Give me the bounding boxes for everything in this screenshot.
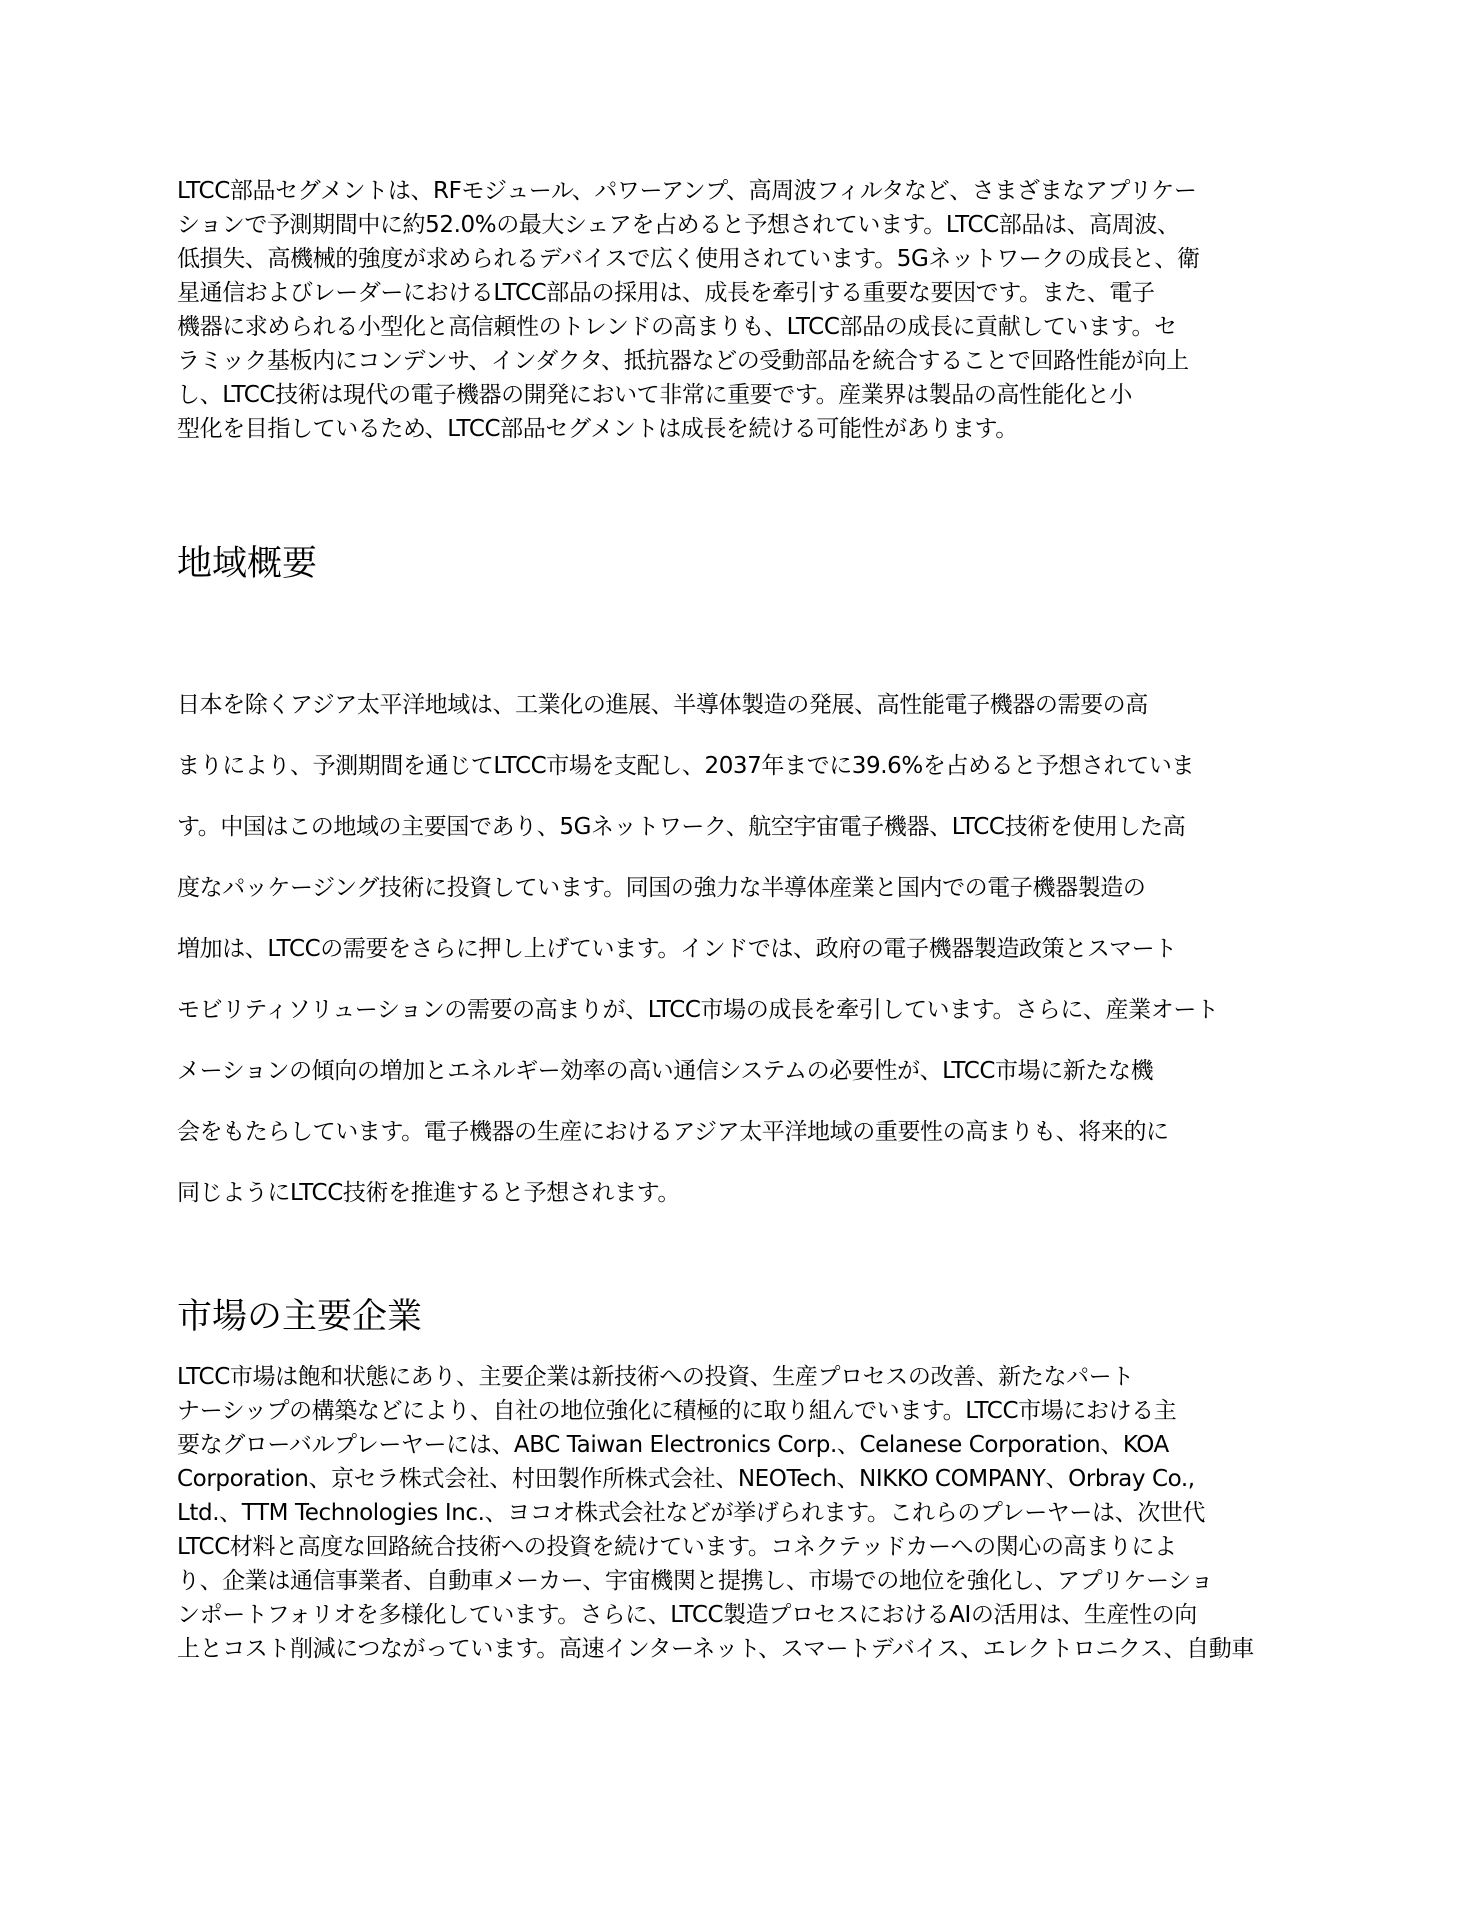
paragraph-line: 同じようにLTCC技術を推進すると予想されます。 [177, 1180, 681, 1206]
paragraph-line: ラミック基板内にコンデンサ、インダクタ、抵抗器などの受動部品を統合することで回路性能が向上 [177, 348, 1189, 374]
paragraph-line: モビリティソリューションの需要の高まりが、LTCC市場の成長を牽引しています。さらに、産業オート [177, 997, 1219, 1023]
paragraph-line: LTCC市場は飽和状態にあり、主要企業は新技術への投資、生産プロセスの改善、新たなパート [177, 1364, 1134, 1390]
paragraph-line: り、企業は通信事業者、自動車メーカー、宇宙機関と提携し、市場での地位を強化し、アプリケーショ [177, 1568, 1213, 1594]
paragraph-line: 要なグローバルプレーヤーには、ABC Taiwan Electronics Corp.、Celanese Corporation、KOA [177, 1432, 1169, 1458]
paragraph-line: 型化を目指しているため、LTCC部品セグメントは成長を続ける可能性があります。 [177, 416, 1018, 442]
key-players-heading: 市場の主要企業 [177, 1297, 423, 1337]
paragraph-line: 機器に求められる小型化と高信頼性のトレンドの高まりも、LTCC部品の成長に貢献しています。セ [177, 314, 1177, 340]
paragraph-line: 度なパッケージング技術に投資しています。同国の強力な半導体産業と国内での電子機器製造の [177, 875, 1146, 901]
paragraph-line: 上とコスト削減につながっています。高速インターネット、スマートデバイス、エレクトロニクス、自動車 [177, 1636, 1254, 1662]
paragraph-line: まりにより、予測期間を通じてLTCC市場を支配し、2037年までに39.6%を占めると予想されていま [177, 753, 1195, 779]
paragraph-line: LTCC材料と高度な回路統合技術への投資を続けています。コネクテッドカーへの関心の高まりによ [177, 1534, 1177, 1560]
paragraph-line: Ltd.、TTM Technologies Inc.、ヨコオ株式会社などが挙げられます。これらのプレーヤーは、次世代 [177, 1500, 1206, 1526]
paragraph-line: ションで予測期間中に約52.0%の最大シェアを占めると予想されています。LTCC部品は、高周波、 [177, 212, 1180, 238]
regional-heading: 地域概要 [177, 544, 318, 584]
paragraph-line: メーションの傾向の増加とエネルギー効率の高い通信システムの必要性が、LTCC市場に新たな機 [177, 1058, 1154, 1084]
paragraph-line: LTCC部品セグメントは、RFモジュール、パワーアンプ、高周波フィルタなど、さまざまなアプリケー [177, 178, 1197, 204]
paragraph-line: 日本を除くアジア太平洋地域は、工業化の進展、半導体製造の発展、高性能電子機器の需要の高 [177, 692, 1148, 718]
paragraph-line: ナーシップの構築などにより、自社の地位強化に積極的に取り組んでいます。LTCC市場における主 [177, 1398, 1177, 1424]
paragraph-line: ンポートフォリオを多様化しています。さらに、LTCC製造プロセスにおけるAIの活用は、生産性の向 [177, 1602, 1197, 1628]
paragraph-line: し、LTCC技術は現代の電子機器の開発において非常に重要です。産業界は製品の高性能化と小 [177, 382, 1133, 408]
paragraph-line: 会をもたらしています。電子機器の生産におけるアジア太平洋地域の重要性の高まりも、将来的に [177, 1119, 1169, 1145]
paragraph-line: Corporation、京セラ株式会社、村田製作所株式会社、NEOTech、NIKKO COMPANY、Orbray Co., [177, 1466, 1195, 1492]
paragraph-line: 星通信およびレーダーにおけるLTCC部品の採用は、成長を牽引する重要な要因です。また、電子 [177, 280, 1155, 306]
paragraph-line: 増加は、LTCCの需要をさらに押し上げています。インドでは、政府の電子機器製造政策とスマート [177, 936, 1177, 962]
paragraph-line: す。中国はこの地域の主要国であり、5Gネットワーク、航空宇宙電子機器、LTCC技術を使用した高 [177, 814, 1186, 840]
paragraph-line: 低損失、高機械的強度が求められるデバイスで広く使用されています。5Gネットワークの成長と、衛 [177, 246, 1200, 272]
